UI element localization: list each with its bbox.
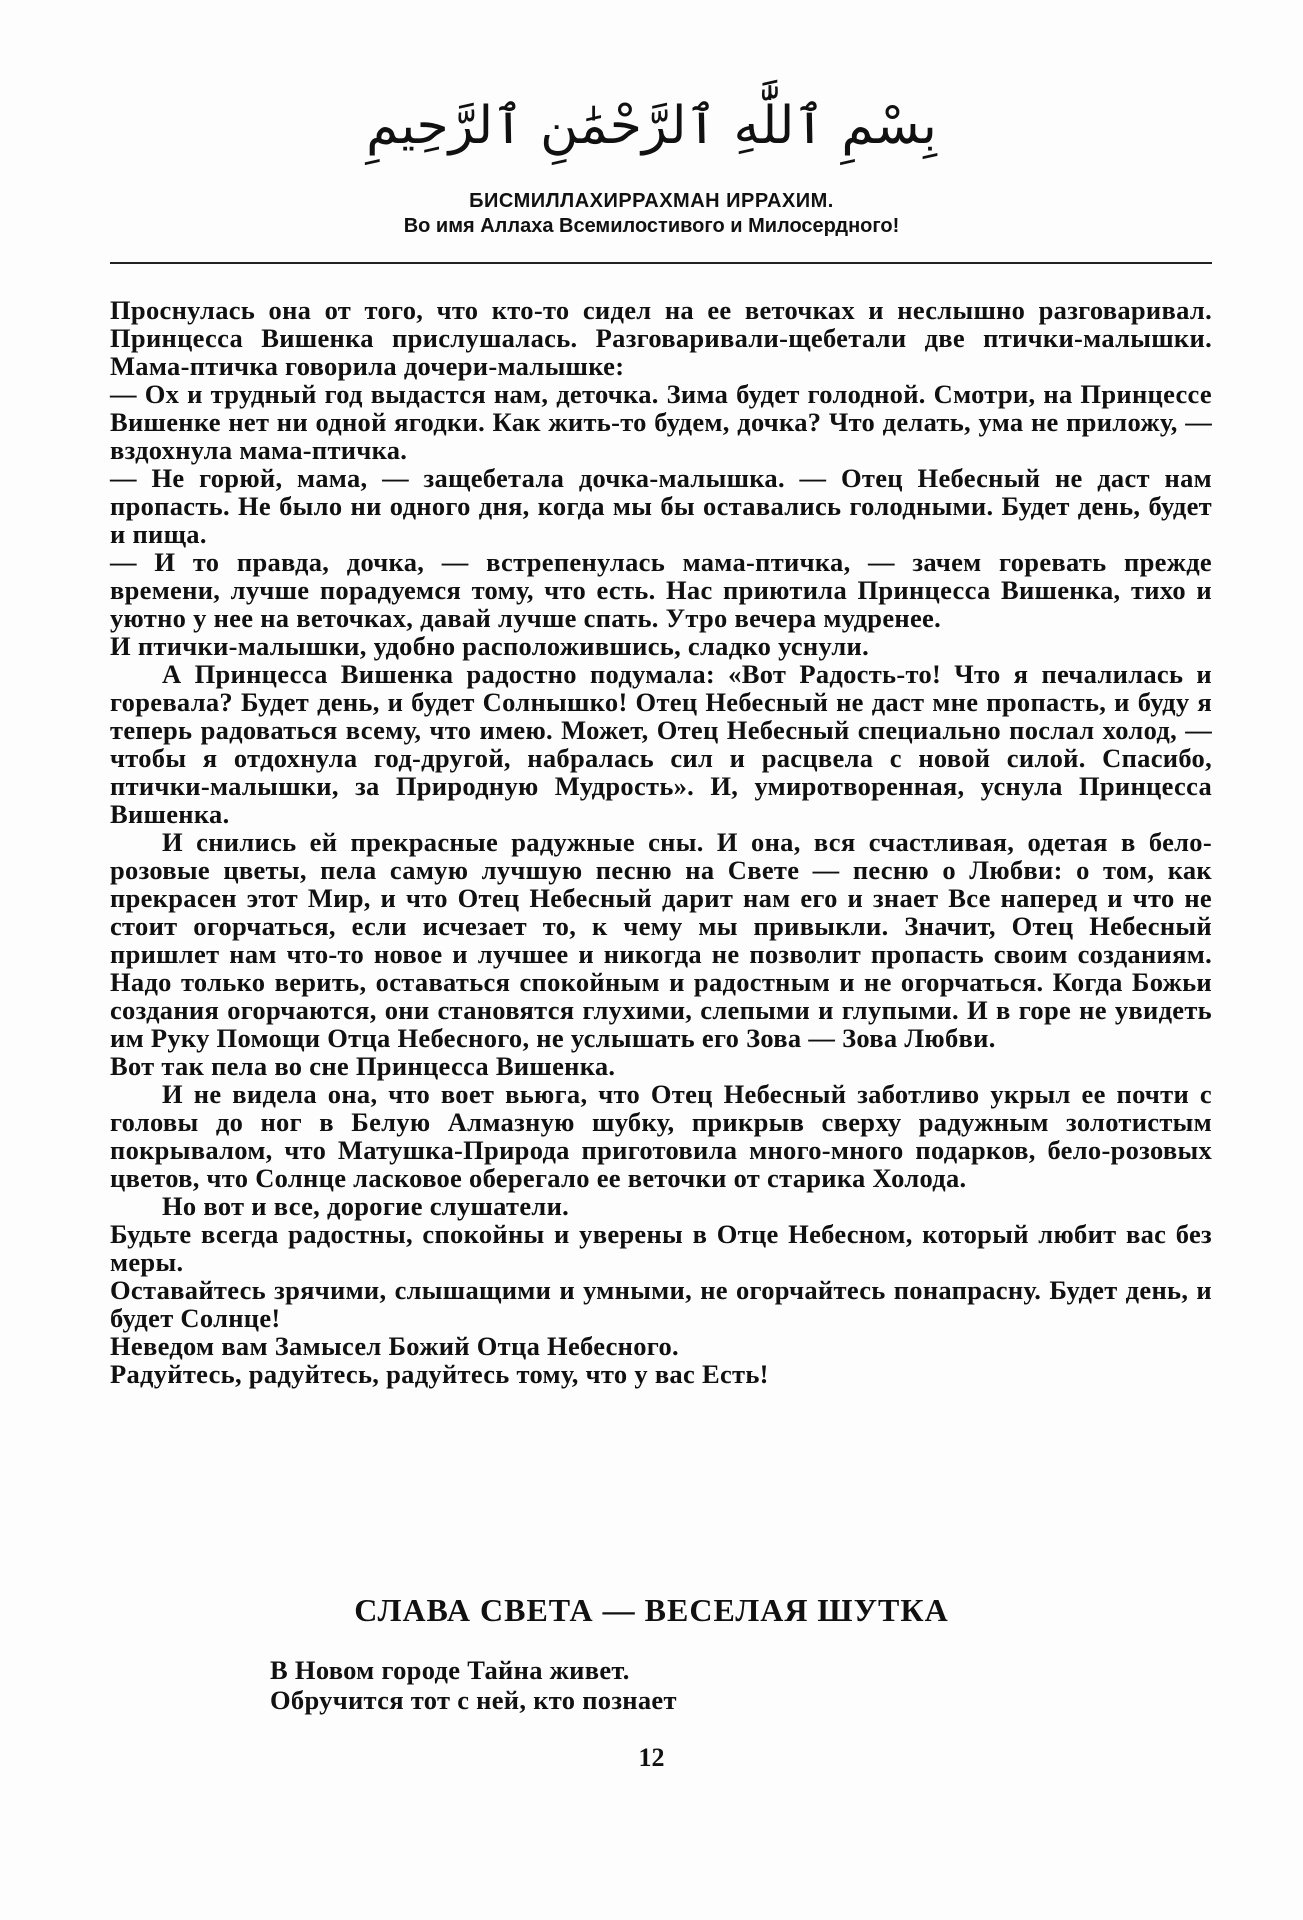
basmala-transliteration: БИСМИЛЛАХИРРАХМАН ИРРАХИМ. (469, 190, 834, 212)
page-number: 12 (638, 1743, 665, 1772)
paragraph: — Ох и трудный год выдастся нам, деточка. Зима будет голодной. Смотри, на Принцессе Вишенке нет ни одной ягодки. Как жить-то будем, дочка? Что делать, ума не приложу, — вздохнула мама-птичка. (110, 379, 1212, 465)
story-text (110, 296, 1212, 1388)
paragraph: Проснулась она от того, что кто-то сидел на ее веточках и неслышно разговаривал. Принцесса Вишенка прислушалась. Разговаривали-щебетали две птички-малышки. Мама-птичка говорила дочери-малышке: (110, 295, 1212, 381)
basmala-translation: Во имя Аллаха Всемилостивого и Милосердного! (403, 215, 900, 237)
paragraph: А Принцесса Вишенка радостно подумала: «Вот Радость-то! Что я печалилась и горевала? Будет день, и будет Солнышко! Отец Небесный не даст мне пропасть, и буду я теперь радоваться всему, что имею. Может, Отец Небесный специально послал холод, — чтобы я отдохнула год-другой, набралась сил и расцвела с новой силой. Спасибо, птички-малышки, за Природную Мудрость». И, умиротворенная, уснула Принцесса Вишенка. (110, 659, 1212, 829)
paragraph: Радуйтесь, радуйтесь, радуйтесь тому, что у вас Есть! (110, 1359, 769, 1389)
paragraph: — И то правда, дочка, — встрепенулась мама-птичка, — зачем горевать прежде времени, лучше порадуемся тому, что есть. Нас приютила Принцесса Вишенка, тихо и уютно у нее на веточках, давай лучше спать. Утро вечера мудренее. (110, 547, 1212, 633)
paragraph: Вот так пела во сне Принцесса Вишенка. (110, 1051, 616, 1081)
paragraph: Оставайтесь зрячими, слышащими и умными, не огорчайтесь понапрасну. Будет день, и будет Солнце! (110, 1275, 1212, 1333)
basmala-calligraphy: بِسْمِ ٱللَّٰهِ ٱلرَّحْمَٰنِ ٱلرَّحِيمِ (366, 96, 937, 156)
header-divider (110, 262, 1212, 264)
verse-line: Обручится тот с ней, кто познает (270, 1685, 677, 1715)
paragraph: И не видела она, что воет вьюга, что Отец Небесный заботливо укрыл ее почти с головы до ног в Белую Алмазную шубку, прикрыв сверху радужным золотистым покрывалом, что Матушка-Природа приготовила много-много подарков, бело-розовых цветов, что Солнце ласковое оберегало ее веточки от старика Холода. (110, 1079, 1212, 1193)
paragraph: Но вот и все, дорогие слушатели. (162, 1191, 570, 1221)
paragraph: Неведом вам Замысел Божий Отца Небесного. (110, 1331, 679, 1361)
verse-line: В Новом городе Тайна живет. (270, 1655, 630, 1685)
paragraph: И снились ей прекрасные радужные сны. И она, вся счастливая, одетая в бело-розовые цветы, пела самую лучшую песню на Свете — песню о Любви: о том, как прекрасен этот Мир, и что Отец Небесный дарит нам его и знает Все наперед и что не стоит огорчаться, если исчезает то, к чему мы привыкли. Значит, Отец Небесный пришлет нам что-то новое и лучшее и никогда не позволит пропасть своим созданиям. Надо только верить, оставаться спокойным и радостным и не огорчаться. Когда Божьи создания огорчаются, они становятся глухими, слепыми и глупыми. И в горе не увидеть им Руку Помощи Отца Небесного, не услышать его Зова — Зова Любви. (110, 827, 1212, 1053)
paragraph: И птички-малышки, удобно расположившись, сладко уснули. (110, 631, 870, 661)
section-heading: СЛАВА СВЕТА — ВЕСЕЛАЯ ШУТКА (354, 1592, 949, 1628)
verse (270, 1655, 677, 1715)
paragraph: Будьте всегда радостны, спокойны и уверены в Отце Небесном, который любит вас без меры. (110, 1219, 1212, 1277)
paragraph: — Не горюй, мама, — защебетала дочка-малышка. — Отец Небесный не даст нам пропасть. Не было ни одного дня, когда мы бы оставались голодными. Будет день, будет и пища. (110, 463, 1212, 549)
